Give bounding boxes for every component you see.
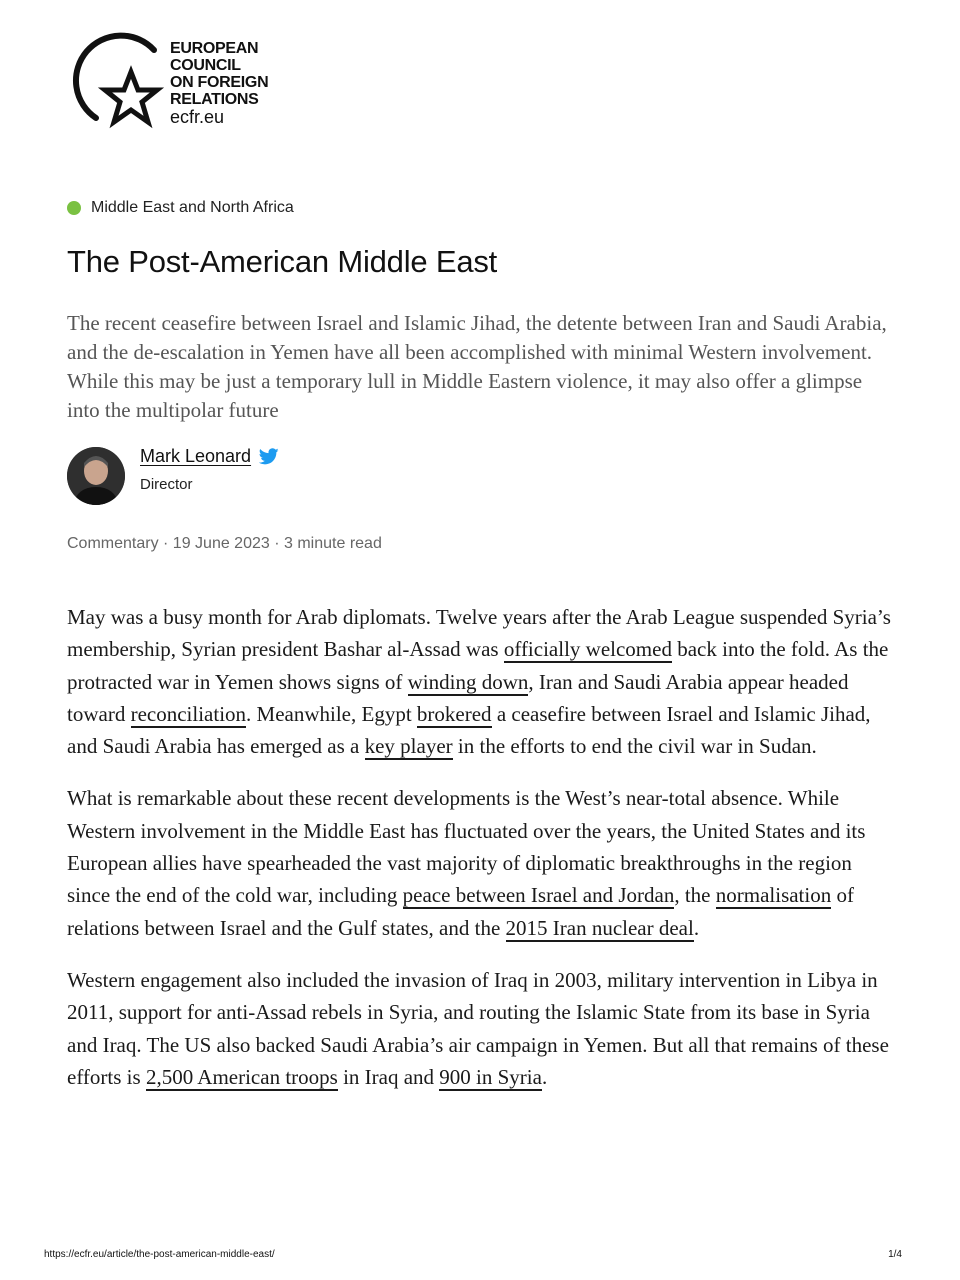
- category-tag[interactable]: [67, 199, 294, 217]
- twitter-icon[interactable]: [259, 448, 279, 465]
- footer-url: https://ecfr.eu/article/the-post-american-middle-east/: [44, 1249, 275, 1260]
- article-type: Commentary: [67, 535, 159, 552]
- star-circle-logo-icon: [66, 30, 166, 140]
- category-label: Middle East and North Africa: [91, 199, 294, 216]
- link-winding-down[interactable]: winding down: [407, 669, 529, 694]
- text-run: , Iran and Saudi Arabia appear headed toward: [67, 669, 849, 726]
- read-time: 3 minute read: [284, 535, 382, 552]
- link-brokered[interactable]: brokered: [416, 701, 492, 726]
- link-officially-welcomed[interactable]: officially welcomed: [503, 637, 672, 662]
- author-info: [140, 446, 279, 505]
- logo-line: COUNCIL: [170, 57, 241, 74]
- text-run: in Iraq and: [337, 1064, 440, 1089]
- link-900-in-syria[interactable]: 900 in Syria: [439, 1064, 542, 1089]
- meta-separator: ·: [158, 535, 173, 552]
- paragraph: [67, 964, 892, 1093]
- text-run: .: [541, 1064, 548, 1089]
- author-role: Director: [140, 476, 193, 493]
- page-title: The Post-American Middle East: [67, 244, 498, 279]
- article-lede: The recent ceasefire between Israel and Islamic Jihad, the detente between Iran and Saudi Arabia, and the de-escalation in Yemen have all been accomplished with minimal Western involvement. While this may be just a temporary lull in Middle Eastern violence, it may also offer a glimpse into the multipolar future: [67, 311, 887, 422]
- link-peace-israel-jordan[interactable]: peace between Israel and Jordan: [402, 883, 675, 908]
- text-run: What is remarkable about these recent developments is the West’s near-total absence. While Western involvement in the Middle East has fluctuated over the years, the United States and its European allies have spearheaded the vast majority of diplomatic breakthroughs in the region since the end of the cold war, including: [67, 786, 866, 908]
- author-avatar: [67, 447, 125, 505]
- logo-line: RELATIONS: [170, 91, 259, 108]
- text-run: . Meanwhile, Egypt: [246, 701, 417, 726]
- text-run: , the: [674, 883, 716, 908]
- link-american-troops[interactable]: 2,500 American troops: [145, 1064, 338, 1089]
- link-reconciliation[interactable]: reconciliation: [130, 701, 247, 726]
- avatar-photo: [67, 447, 125, 505]
- link-iran-nuclear-deal[interactable]: 2015 Iran nuclear deal: [505, 915, 694, 940]
- ecfr-logo[interactable]: [66, 30, 296, 140]
- page-number: 1/4: [888, 1249, 902, 1260]
- article-meta: [67, 535, 382, 553]
- text-run: May was a busy month for Arab diplomats. Twelve years after the Arab League suspended Syria’s membership, Syrian president Bashar al-Assad was: [67, 605, 891, 662]
- logo-line: EUROPEAN: [170, 40, 259, 57]
- text-run: in the efforts to end the civil war in Sudan.: [452, 734, 817, 759]
- logo-wordmark: [170, 40, 268, 127]
- text-run: Western engagement also included the invasion of Iraq in 2003, military intervention in Libya in 2011, support for anti-Assad rebels in Syria, and routing the Islamic State from its base in Syria and Iraq. The US also backed Saudi Arabia’s air campaign in Yemen. But all that remains of these efforts is: [67, 967, 889, 1089]
- author-name-link[interactable]: Mark Leonard: [140, 446, 252, 466]
- text-run: a ceasefire between Israel and Islamic Jihad, and Saudi Arabia has emerged as a: [67, 701, 871, 759]
- meta-separator: ·: [269, 535, 284, 552]
- paragraph: [67, 601, 892, 762]
- category-dot-icon: [67, 201, 81, 215]
- paragraph: [67, 782, 892, 943]
- author-name-row: [140, 446, 279, 467]
- logo-line: ON FOREIGN: [170, 74, 269, 91]
- text-run: .: [693, 915, 700, 940]
- link-normalisation[interactable]: normalisation: [715, 883, 832, 908]
- author-block: [67, 447, 279, 505]
- text-run: of relations between Israel and the Gulf states, and the: [67, 883, 854, 940]
- logo-url: ecfr.eu: [170, 107, 225, 127]
- article-date: 19 June 2023: [172, 535, 270, 552]
- text-run: back into the fold. As the protracted war in Yemen shows signs of: [67, 637, 889, 694]
- link-key-player[interactable]: key player: [364, 734, 453, 759]
- article-body: [67, 601, 892, 1113]
